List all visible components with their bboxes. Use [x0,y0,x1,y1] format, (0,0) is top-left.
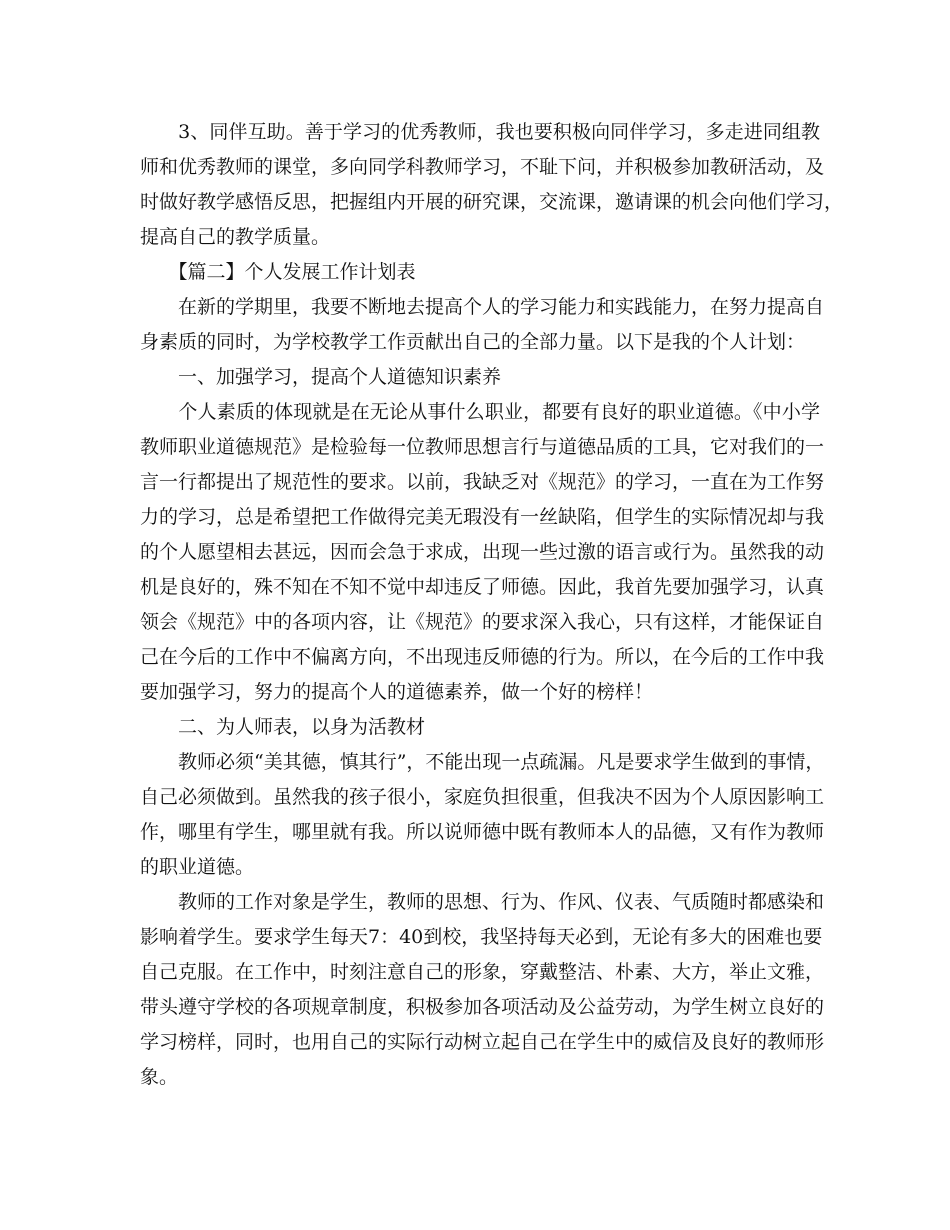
text-line: 自己克服。在工作中，时刻注意自己的形象，穿戴整洁、朴素、大方，举止文雅， [140,961,825,983]
text-line: 教师职业道德规范》是检验每一位教师思想言行与道德品质的工具，它对我们的一 [140,436,825,458]
text-line: 机是良好的，殊不知在不知不觉中却违反了师德。因此，我首先要加强学习，认真 [140,576,825,598]
text-line: 作，哪里有学生，哪里就有我。所以说师德中既有教师本人的品德，又有作为教师 [140,821,825,843]
text-line: 个人素质的体现就是在无论从事什么职业，都要有良好的职业道德。《中小学 [140,401,820,423]
subsection-heading: 一、加强学习，提高个人道德知识素养 [140,366,502,388]
text-line: 身素质的同时，为学校教学工作贡献出自己的全部力量。以下是我的个人计划： [140,331,806,353]
text-line: 师和优秀教师的课堂，多向同学科教师学习，不耻下问，并积极参加教研活动，及 [140,156,825,178]
text-line: 带头遵守学校的各项规章制度，积极参加各项活动及公益劳动，为学生树立良好的 [140,996,825,1018]
text-line: 提高自己的教学质量。 [140,226,331,248]
section-heading: 【篇二】个人发展工作计划表 [140,261,416,283]
text-line: 影响着学生。要求学生每天7：40到校，我坚持每天必到，无论有多大的困难也要 [140,926,823,948]
text-line: 时做好教学感悟反思，把握组内开展的研究课，交流课，邀请课的机会向他们学习， [140,191,844,213]
text-line: 要加强学习，努力的提高个人的道德素养，做一个好的榜样！ [140,681,654,703]
subsection-heading: 二、为人师表，以身为活教材 [140,716,426,738]
text-line: 象。 [140,1066,179,1088]
text-line: 己在今后的工作中不偏离方向，不出现违反师德的行为。所以，在今后的工作中我 [140,646,825,668]
text-line: 领会《规范》中的各项内容，让《规范》的要求深入我心，只有这样，才能保证自 [140,611,825,633]
text-line: 力的学习，总是希望把工作做得完美无瑕没有一丝缺陷，但学生的实际情况却与我 [140,506,825,528]
text-line: 学习榜样，同时，也用自己的实际行动树立起自己在学生中的威信及良好的教师形 [140,1031,825,1053]
text-line: 言一行都提出了规范性的要求。以前，我缺乏对《规范》的学习，一直在为工作努 [140,471,825,493]
text-line: 的个人愿望相去甚远，因而会急于求成，出现一些过激的语言或行为。虽然我的动 [140,541,825,563]
text-line: 的职业道德。 [140,856,255,878]
text-line: 教师的工作对象是学生，教师的思想、行为、作风、仪表、气质随时都感染和 [140,891,825,913]
text-line: 教师必须“美其德，慎其行”，不能出现一点疏漏。凡是要求学生做到的事情， [140,751,825,773]
text-line: 3、同伴互助。善于学习的优秀教师，我也要积极向同伴学习，多走进同组教 [140,121,820,143]
text-line: 自己必须做到。虽然我的孩子很小，家庭负担很重，但我决不因为个人原因影响工 [140,786,825,808]
text-line: 在新的学期里，我要不断地去提高个人的学习能力和实践能力，在努力提高自 [140,296,825,318]
